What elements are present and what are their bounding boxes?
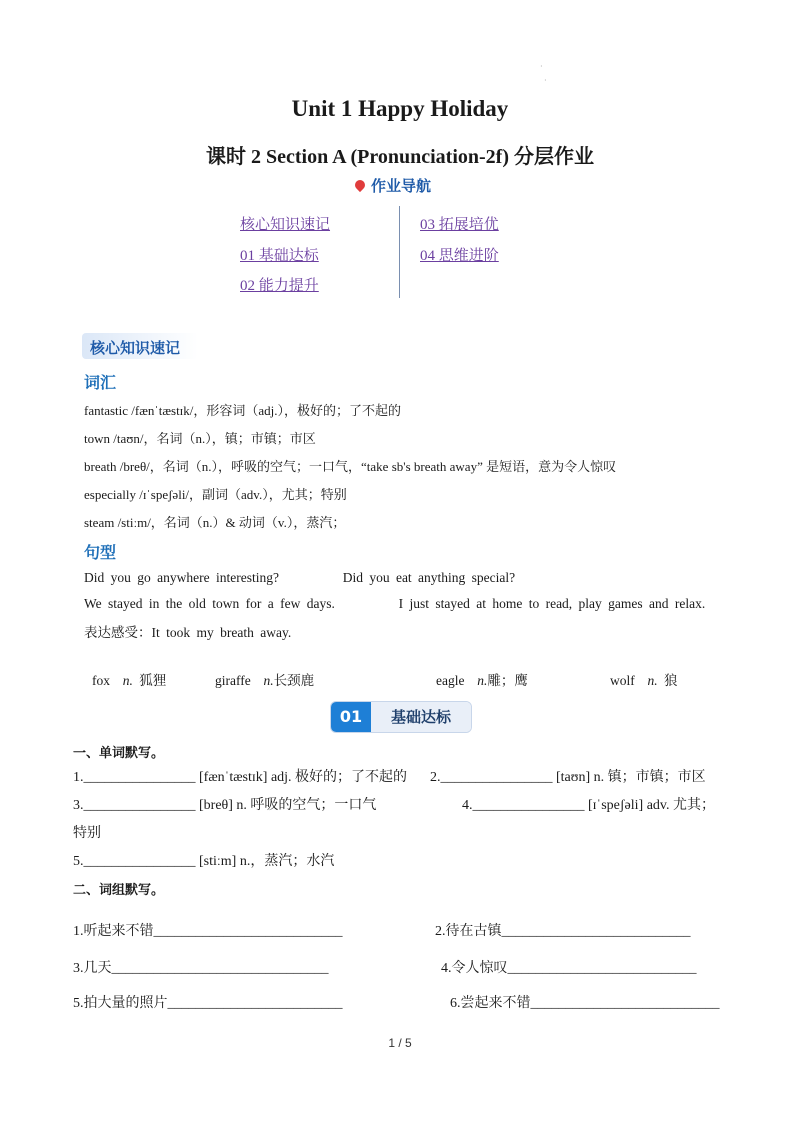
exercise-item: 1.听起来不错___________________________ [73, 924, 343, 939]
nav-link-03[interactable]: 03 拓展培优 [420, 217, 499, 233]
corner-dot: · [540, 62, 543, 71]
exercise-heading-1: 一、单词默写。 [73, 746, 165, 761]
vocab-item: town /taʊn/，名词（n.），镇；市镇；市区 [84, 431, 316, 446]
exercise-item: 3.几天_______________________________ [73, 961, 329, 976]
nav-link-01[interactable]: 01 基础达标 [240, 248, 319, 264]
section-badge-core [82, 333, 198, 359]
nav-heading-text: 作业导航 [371, 177, 432, 195]
corner-dot: · [544, 76, 547, 85]
vocab-item: especially /ɪˈspeʃəli/，副词（adv.），尤其；特别 [84, 487, 347, 502]
exercise-heading-2: 二、词组默写。 [73, 883, 165, 898]
exercise-item: 1.________________ [fænˈtæstɪk] adj. 极好的；了不起的 [73, 770, 408, 785]
word-entry: eagle n.雕；鹰 [436, 673, 528, 688]
sentence-line: Did you go anywhere interesting? Did you eat anything special? [84, 570, 516, 585]
word-entry: giraffe n.长颈鹿 [215, 673, 315, 688]
exercise-item: 3.________________ [breθ] n. 呼吸的空气；一口气 [73, 798, 377, 813]
page-subtitle: 课时 2 Section A (Pronunciation-2f) 分层作业 [206, 146, 594, 168]
exercise-item: 5.拍大量的照片_________________________ [73, 996, 343, 1011]
nav-divider [399, 206, 400, 298]
sentence-line: We stayed in the old town for a few days. I just stayed at home to read, play games and relax. [84, 596, 706, 611]
vocab-heading: 词汇 [84, 373, 117, 392]
nav-link-04[interactable]: 04 思维进阶 [420, 248, 499, 264]
exercise-item: 2.待在古镇___________________________ [435, 924, 691, 939]
vocab-item: steam /stiːm/，名词（n.）& 动词（v.），蒸汽； [84, 515, 346, 530]
vocab-item: fantastic /fænˈtæstɪk/，形容词（adj.），极好的；了不起的 [84, 403, 402, 418]
section-badge-01 [330, 701, 472, 733]
nav-link-02[interactable]: 02 能力提升 [240, 278, 319, 294]
sentence-line: 表达感受：It took my breath away. [84, 625, 292, 640]
exercise-item: 特别 [73, 826, 101, 841]
nav-link-core[interactable]: 核心知识速记 [240, 217, 331, 233]
page-title: Unit 1 Happy Holiday [291, 96, 509, 121]
exercise-item: 4.________________ [ɪˈspeʃəli] adv. 尤其； [462, 798, 715, 813]
vocab-item: breath /breθ/，名词（n.），呼吸的空气；一口气，“take sb's breath away” 是短语，意为令人惊叹 [84, 459, 617, 474]
word-entry: wolf n. 狼 [610, 673, 678, 688]
section-number: 01 [331, 702, 371, 732]
sentence-heading: 句型 [84, 543, 117, 562]
exercise-item: 2.________________ [taʊn] n. 镇；市镇；市区 [430, 770, 706, 785]
word-entry: fox n. 狐狸 [92, 673, 167, 688]
exercise-item: 6.尝起来不错___________________________ [450, 996, 720, 1011]
page-number: 1 / 5 [388, 1036, 412, 1050]
section-label: 基础达标 [371, 702, 471, 732]
exercise-item: 5.________________ [stiːm] n.，蒸汽；水汽 [73, 854, 335, 869]
location-pin-icon [353, 178, 367, 192]
nav-heading [355, 175, 431, 196]
section-badge-core-label: 核心知识速记 [90, 339, 181, 357]
exercise-item: 4.令人惊叹___________________________ [441, 961, 697, 976]
